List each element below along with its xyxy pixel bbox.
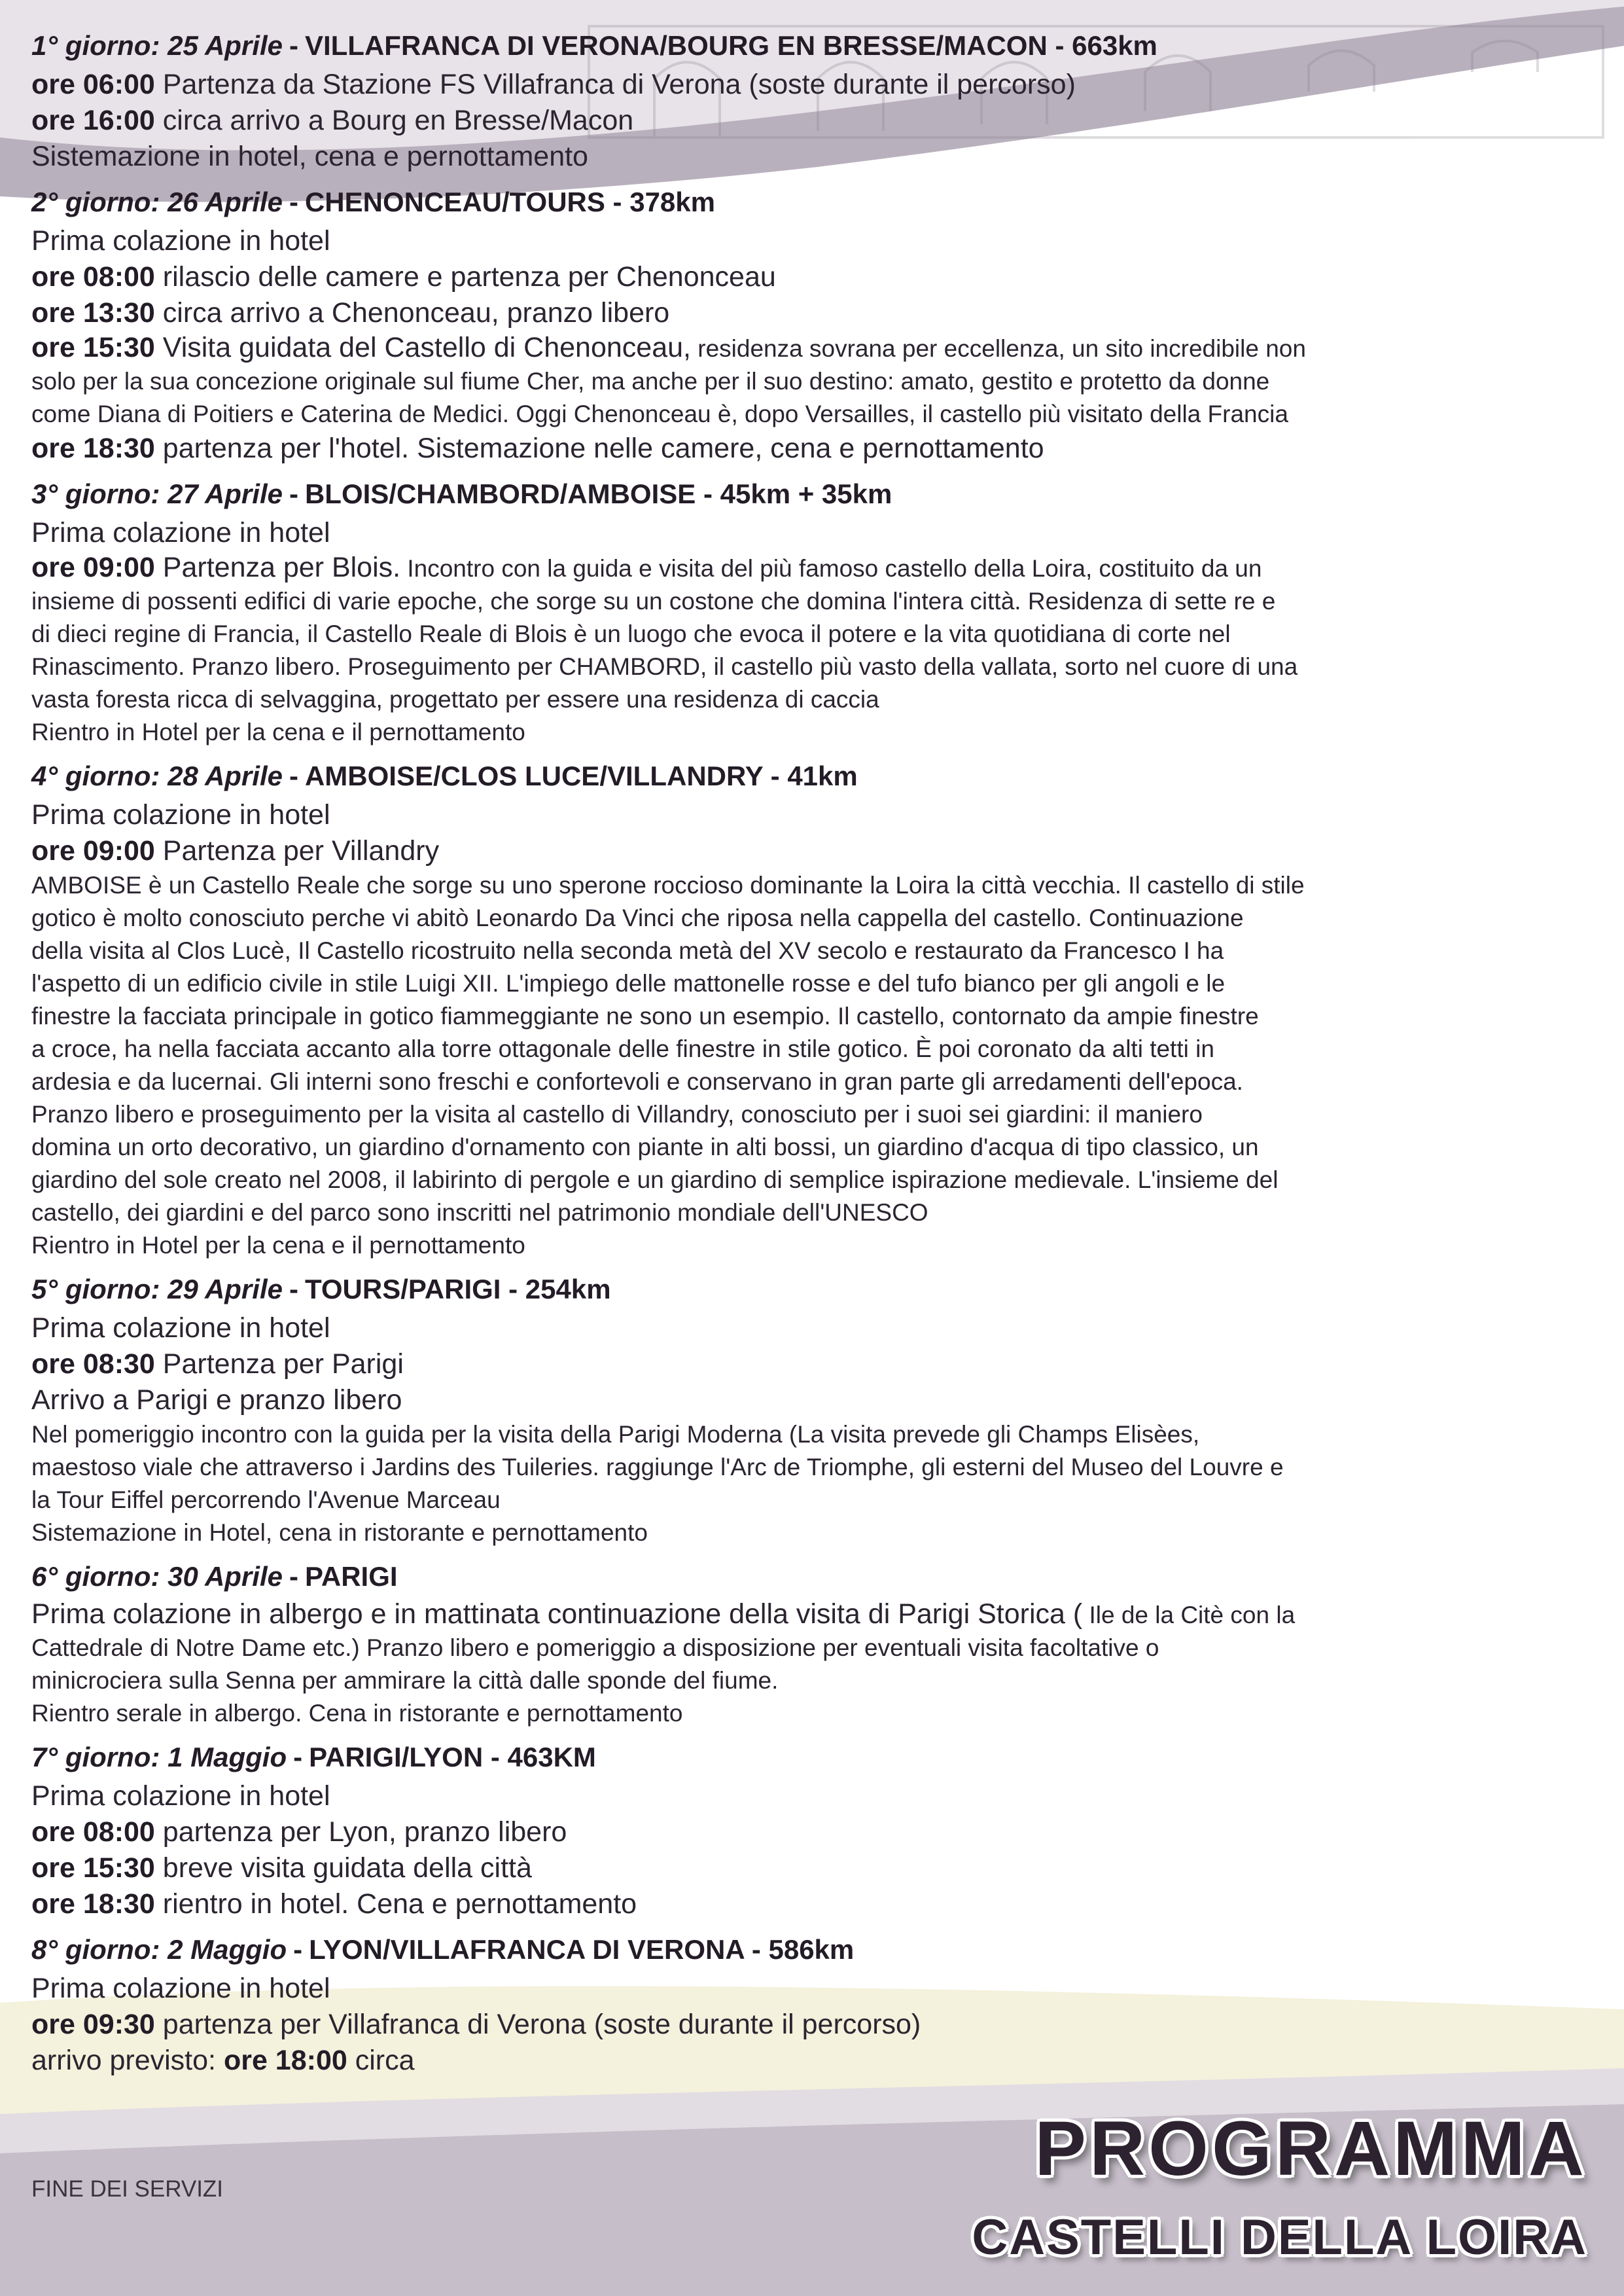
day-section [31,1736,1595,1922]
day-route: VILLAFRANCA DI VERONA/BOURG EN BRESSE/MACON - 663km [304,30,1157,61]
paragraph-line [31,551,1595,585]
day-route: LYON/VILLAFRANCA DI VERONA - 586km [309,1934,855,1965]
itinerary-line [31,797,1595,833]
line-text: breve visita guidata della città [162,1852,532,1884]
itinerary-line [31,295,1595,331]
lead-text: Partenza per Blois. [162,552,401,583]
line-text: Prima colazione in hotel [31,799,330,831]
day-route: BLOIS/CHAMBORD/AMBOISE - 45km + 35km [304,478,892,509]
time: ore 15:30 [31,332,155,363]
itinerary [31,25,1595,2079]
title-separator: - [289,1274,298,1304]
itinerary-line [31,1382,1595,1418]
day-section [31,1268,1595,1549]
day-route: PARIGI/LYON - 463KM [309,1742,596,1772]
itinerary-line [31,259,1595,295]
paragraph-line: Rientro serale in albergo. Cena in ristorante e pernottamento [31,1700,683,1727]
description-line: Rientro in Hotel per la cena e il pernottamento [31,1232,525,1259]
description-line: a croce, ha nella facciata accanto alla torre ottagonale delle finestre in stile gotico. È poi coronato da alti tetti in [31,1035,1214,1062]
paragraph-line: insieme di possenti edifici di varie epoche, che sorge su un costone che domina l'intera città. Residenza di sette re e [31,588,1276,615]
time: ore 08:00 [31,261,155,293]
paragraph-lead [31,1598,1082,1630]
day-section [31,181,1595,467]
paragraph-text: residenza sovrana per eccellenza, un sito incredibile non [697,335,1306,362]
description-line: Nel pomeriggio incontro con la guida per la visita della Parigi Moderna (La visita prevede gli Champs Elisèes, [31,1421,1200,1448]
time: ore 18:30 [31,433,155,464]
line-text: circa arrivo a Bourg en Bresse/Macon [162,105,634,136]
time: ore 18:30 [31,1888,155,1920]
time: ore 09:00 [31,835,155,867]
lead-text: Visita guidata del Castello di Chenonceau, [162,332,691,363]
line-text: Partenza per Villandry [162,835,440,867]
itinerary-line [31,1778,1595,1814]
time: ore 16:00 [31,105,155,136]
line-text: Prima colazione in hotel [31,1780,330,1812]
itinerary-line [31,1886,1595,1922]
day-title [31,1929,1595,1971]
itinerary-line [31,1814,1595,1850]
title-separator: - [289,30,298,61]
paragraph-text: Ile de la Citè con la [1089,1602,1296,1628]
lead-text: Prima colazione in albergo e in mattinata continuazione della visita di Parigi Storica ( [31,1598,1083,1630]
day-title [31,473,1595,515]
day-section [31,25,1595,175]
itinerary-line [31,1850,1595,1886]
day-label: 7° giorno: 1 Maggio [31,1742,287,1772]
line-text: Arrivo a Parigi e pranzo libero [31,1384,402,1416]
line-text: Prima colazione in hotel [31,517,330,548]
line-text: Prima colazione in hotel [31,225,330,257]
day-section [31,755,1595,1262]
title-separator: - [289,187,298,217]
day-title [31,755,1595,797]
description-line: l'aspetto di un edificio civile in stile Luigi XII. L'impiego delle mattonelle rosse e del tufo bianco per gli angoli e le [31,970,1226,997]
brand-subtitle: CASTELLI DELLA LOIRA [972,2210,1587,2265]
description-line: gotico è molto conosciuto perche vi abitò Leonardo Da Vinci che riposa nella cappella del castello. Continuazione [31,905,1244,931]
paragraph-text: Incontro con la guida e visita del più famoso castello della Loira, costituito da un [407,555,1262,582]
time: ore 08:30 [31,1348,155,1380]
itinerary-line [31,223,1595,259]
itinerary-line [31,833,1595,869]
end-of-services-note: FINE DEI SERVIZI [31,2176,224,2202]
time: ore 18:00 [223,2045,347,2076]
line-text: partenza per Lyon, pranzo libero [162,1816,567,1848]
description-line: AMBOISE è un Castello Reale che sorge su uno sperone roccioso dominante la Loira la città vecchia. Il castello di stile [31,872,1305,899]
paragraph-line [31,1598,1595,1632]
line-text: Partenza per Parigi [162,1348,404,1380]
day-label: 4° giorno: 28 Aprile [31,761,283,791]
day-route: AMBOISE/CLOS LUCE/VILLANDRY - 41km [304,761,858,791]
title-separator: - [293,1742,303,1772]
day-label: 1° giorno: 25 Aprile [31,30,283,61]
day-section [31,1929,1595,2079]
paragraph-lead [31,332,691,363]
day-title [31,181,1595,223]
time: ore 13:30 [31,297,155,329]
title-separator: - [289,761,298,791]
brand-title: PROGRAMMA [1034,2106,1587,2192]
day-label: 2° giorno: 26 Aprile [31,187,283,217]
line-text: partenza per l'hotel. Sistemazione nelle camere, cena e pernottamento [162,433,1044,464]
day-label: 5° giorno: 29 Aprile [31,1274,283,1304]
description-line: giardino del sole creato nel 2008, il labirinto di pergole e un giardino di semplice ispirazione medievale. L'insieme del [31,1166,1279,1193]
paragraph-line: vasta foresta ricca di selvaggina, progettato per essere una residenza di caccia [31,686,879,713]
itinerary-line [31,515,1595,551]
time: ore 06:00 [31,69,155,100]
description-line: la Tour Eiffel percorrendo l'Avenue Marceau [31,1486,501,1513]
itinerary-line [31,1310,1595,1346]
description-line: Sistemazione in Hotel, cena in ristorante e pernottamento [31,1519,648,1546]
description-line: Pranzo libero e proseguimento per la visita al castello di Villandry, conosciuto per i suoi sei giardini: il maniero [31,1101,1203,1128]
time: ore 09:00 [31,552,155,583]
paragraph-line: Rientro in Hotel per la cena e il pernottamento [31,719,525,745]
paragraph-lead [31,552,400,583]
line-text: Prima colazione in hotel [31,1312,330,1344]
itinerary-line [31,1346,1595,1382]
line-text: partenza per Villafranca di Verona (soste durante il percorso) [162,2009,921,2040]
paragraph-line: di dieci regine di Francia, il Castello Reale di Blois è un luogo che evoca il potere e la vita quotidiana di corte nel [31,620,1231,647]
day-section [31,473,1595,749]
line-text: rilascio delle camere e partenza per Chenonceau [162,261,776,293]
day-label: 6° giorno: 30 Aprile [31,1561,283,1592]
arrival-text: arrivo previsto: [31,2045,216,2076]
description-line: maestoso viale che attraverso i Jardins des Tuileries. raggiunge l'Arc de Triomphe, gli esterni del Museo del Louvre e [31,1454,1284,1480]
paragraph-line [31,331,1595,365]
itinerary-line [31,431,1595,467]
line-text: rientro in hotel. Cena e pernottamento [162,1888,637,1920]
itinerary-line [31,139,1595,175]
line-text: Sistemazione in hotel, cena e pernottamento [31,141,588,172]
day-route: PARIGI [304,1561,398,1592]
arrival-line [31,2043,1595,2079]
line-text: circa arrivo a Chenonceau, pranzo libero [162,297,670,329]
line-text: Partenza da Stazione FS Villafranca di Verona (soste durante il percorso) [162,69,1076,100]
itinerary-line [31,67,1595,103]
day-section [31,1556,1595,1730]
time: ore 15:30 [31,1852,155,1884]
day-title [31,1556,1595,1598]
description-line: della visita al Clos Lucè, Il Castello ricostruito nella seconda metà del XV secolo e restaurato da Francesco I ha [31,937,1224,964]
description-line: ardesia e da lucernai. Gli interni sono freschi e confortevoli e conservano in gran parte gli arredamenti dell'epoca. [31,1068,1243,1095]
time: ore 08:00 [31,1816,155,1848]
day-title [31,25,1595,67]
itinerary-line [31,2007,1595,2043]
arrival-suffix: circa [355,2045,415,2076]
paragraph-line: minicrociera sulla Senna per ammirare la città dalle sponde del fiume. [31,1667,779,1694]
paragraph-line: Cattedrale di Notre Dame etc.) Pranzo libero e pomeriggio a disposizione per eventuali visita facoltative o [31,1634,1159,1661]
title-separator: - [293,1934,303,1965]
day-route: CHENONCEAU/TOURS - 378km [304,187,715,217]
itinerary-line [31,103,1595,139]
description-paragraph [31,551,1595,749]
title-separator: - [289,1561,298,1592]
time: ore 09:30 [31,2009,155,2040]
description-line: domina un orto decorativo, un giardino d'ornamento con piante in alti bossi, un giardino d'acqua di tipo classico, un [31,1134,1259,1160]
paragraph-line: Rinascimento. Pranzo libero. Proseguimento per CHAMBORD, il castello più vasto della vallata, sorto nel cuore di una [31,653,1298,680]
description-paragraph [31,331,1595,431]
day-route: TOURS/PARIGI - 254km [304,1274,611,1304]
itinerary-line [31,1971,1595,2007]
description-line: finestre la facciata principale in gotico fiammeggiante ne sono un esempio. Il castello, contornato da ampie finestre [31,1003,1259,1030]
day-title [31,1268,1595,1310]
paragraph-line: come Diana di Poitiers e Caterina de Medici. Oggi Chenonceau è, dopo Versailles, il castello più visitato della Francia [31,401,1288,427]
description-paragraph [31,1598,1595,1730]
day-label: 3° giorno: 27 Aprile [31,478,283,509]
line-text: Prima colazione in hotel [31,1973,330,2004]
title-separator: - [289,478,298,509]
description-line: castello, dei giardini e del parco sono inscritti nel patrimonio mondiale dell'UNESCO [31,1199,928,1226]
day-label: 8° giorno: 2 Maggio [31,1934,287,1965]
paragraph-line: solo per la sua concezione originale sul fiume Cher, ma anche per il suo destino: amato, gestito e protetto da donne [31,368,1270,395]
day-title [31,1736,1595,1778]
